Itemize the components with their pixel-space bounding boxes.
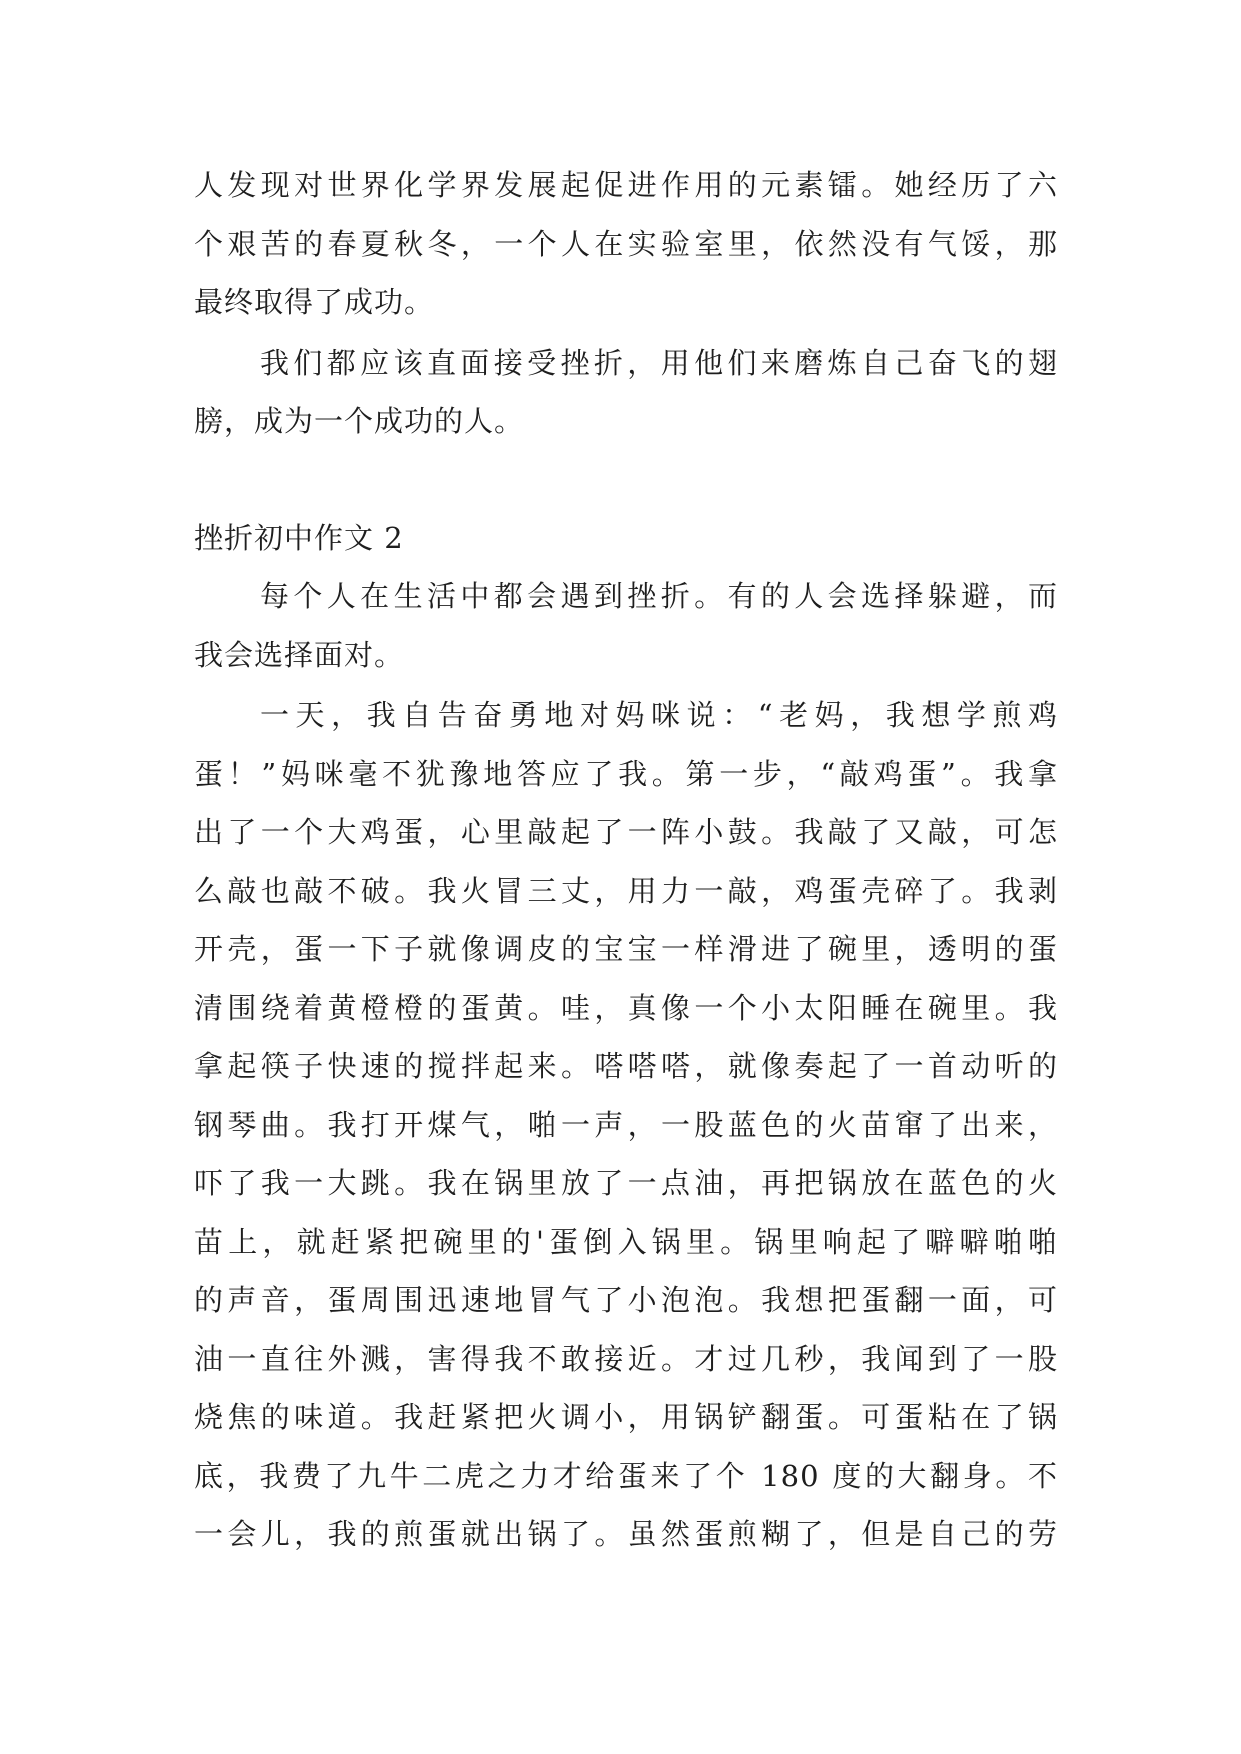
text-line: 人发现对世界化学界发展起促进作用的元素镭。她经历了六 bbox=[194, 168, 1058, 202]
document-body bbox=[194, 156, 1058, 1564]
section-heading bbox=[194, 509, 1058, 568]
text-line: 拿起筷子快速的搅拌起来。嗒嗒嗒，就像奏起了一首动听的 bbox=[194, 1049, 1058, 1083]
text-line: 清围绕着黄橙橙的蛋黄。哇，真像一个小太阳睡在碗里。我 bbox=[194, 990, 1058, 1025]
text-line: 底，我费了九牛二虎之力才给蛋来了个 180 度的大翻身。不 bbox=[194, 1458, 1058, 1493]
heading-text: 挫折初中作文 2 bbox=[194, 520, 404, 555]
text-line: 每个人在生活中都会遇到挫折。有的人会选择躲避，而 bbox=[260, 579, 1058, 613]
text-line: 一会儿，我的煎蛋就出锅了。虽然蛋煎糊了，但是自己的劳 bbox=[194, 1517, 1058, 1551]
paragraph bbox=[194, 334, 1058, 451]
paragraph bbox=[194, 567, 1058, 684]
paragraph bbox=[194, 686, 1058, 1564]
text-line: 苗上，就赶紧把碗里的'蛋倒入锅里。锅里响起了噼噼啪啪 bbox=[194, 1224, 1058, 1259]
text-line: 么敲也敲不破。我火冒三丈，用力一敲，鸡蛋壳碎了。我剥 bbox=[194, 873, 1058, 908]
text-line: 出了一个大鸡蛋，心里敲起了一阵小鼓。我敲了又敲，可怎 bbox=[194, 815, 1058, 849]
text-line: 的声音，蛋周围迅速地冒气了小泡泡。我想把蛋翻一面，可 bbox=[194, 1283, 1058, 1317]
text-line: 我们都应该直面接受挫折，用他们来磨炼自己奋飞的翅 bbox=[260, 345, 1058, 380]
text-line: 蛋！”妈咪毫不犹豫地答应了我。第一步，“敲鸡蛋”。我拿 bbox=[194, 756, 1058, 791]
text-line: 油一直往外溅，害得我不敢接近。才过几秒，我闻到了一股 bbox=[194, 1341, 1058, 1376]
text-line: 膀，成为一个成功的人。 bbox=[194, 404, 525, 438]
text-line: 吓了我一大跳。我在锅里放了一点油，再把锅放在蓝色的火 bbox=[194, 1166, 1058, 1200]
text-line: 一天，我自告奋勇地对妈咪说：“老妈，我想学煎鸡 bbox=[260, 698, 1058, 732]
text-line: 烧焦的味道。我赶紧把火调小，用锅铲翻蛋。可蛋粘在了锅 bbox=[194, 1400, 1058, 1434]
text-line: 我会选择面对。 bbox=[194, 637, 405, 672]
text-line: 开壳，蛋一下子就像调皮的宝宝一样滑进了碗里，透明的蛋 bbox=[194, 932, 1058, 966]
text-line: 最终取得了成功。 bbox=[194, 285, 435, 319]
text-line: 钢琴曲。我打开煤气，啪一声，一股蓝色的火苗窜了出来， bbox=[194, 1107, 1058, 1142]
continued-paragraph bbox=[194, 156, 1058, 332]
text-line: 个艰苦的春夏秋冬，一个人在实验室里，依然没有气馁，那 bbox=[194, 226, 1058, 261]
